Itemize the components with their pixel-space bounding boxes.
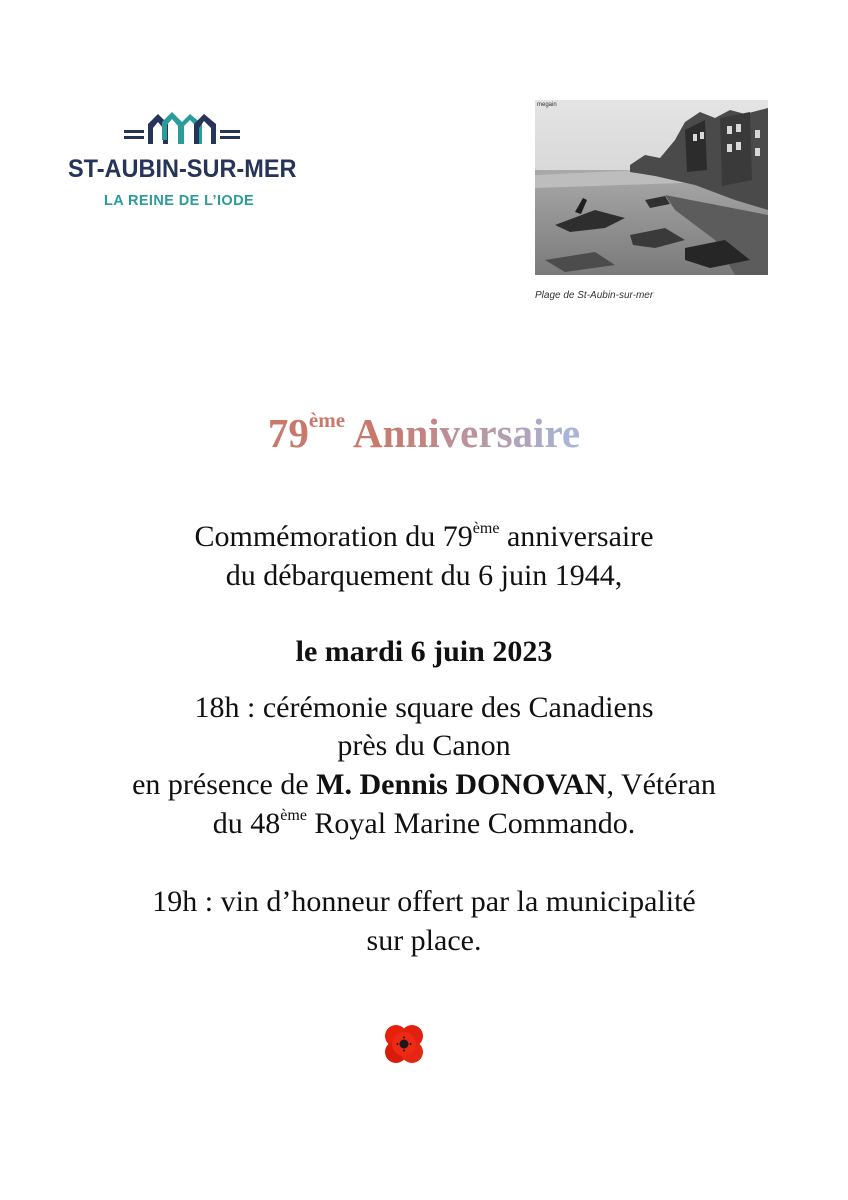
logo-town-name: ST-AUBIN-SUR-MER (68, 155, 297, 183)
presence-text: en présence de (132, 768, 317, 801)
photo-caption: Plage de St-Aubin-sur-mer (535, 290, 654, 301)
town-logo (68, 110, 298, 220)
poppy-flower-icon (382, 1022, 426, 1071)
ceremony-line: 18h : cérémonie square des Canadiens (194, 691, 654, 724)
event-date: le mardi 6 juin 2023 (295, 635, 553, 668)
ceremony-location-line: près du Canon (337, 729, 511, 762)
beach-houses-icon (124, 110, 240, 150)
unit-line (0, 806, 848, 842)
veteran-name: M. Dennis DONOVAN (316, 768, 607, 801)
commemoration-line (0, 519, 848, 555)
title-word (353, 410, 580, 456)
title-word-text: Anniversaire (353, 410, 581, 456)
historical-beach-photo (535, 100, 768, 275)
title-superscript: ème (308, 408, 346, 432)
presence-text-end: , Vétéran (606, 768, 716, 801)
anniversary-title (0, 408, 848, 457)
svg-text:megain: megain (537, 102, 557, 108)
title-number: 79 (267, 410, 309, 456)
commemoration-text-end: anniversaire (499, 520, 654, 553)
unit-text: du 48 (212, 807, 281, 840)
reception-location-line: sur place. (366, 924, 482, 957)
reception-line: 19h : vin d’honneur offert par la municipalité (152, 885, 696, 918)
logo-tagline: LA REINE DE L’IODE (103, 193, 255, 209)
commemoration-text: Commémoration du 79 (194, 520, 473, 553)
commemoration-superscript: ème (472, 520, 500, 537)
landing-line: du débarquement du 6 juin 1944, (225, 559, 623, 592)
presence-line (0, 767, 848, 803)
unit-text-end: Royal Marine Commando. (306, 807, 636, 840)
unit-superscript: ème (280, 807, 307, 824)
